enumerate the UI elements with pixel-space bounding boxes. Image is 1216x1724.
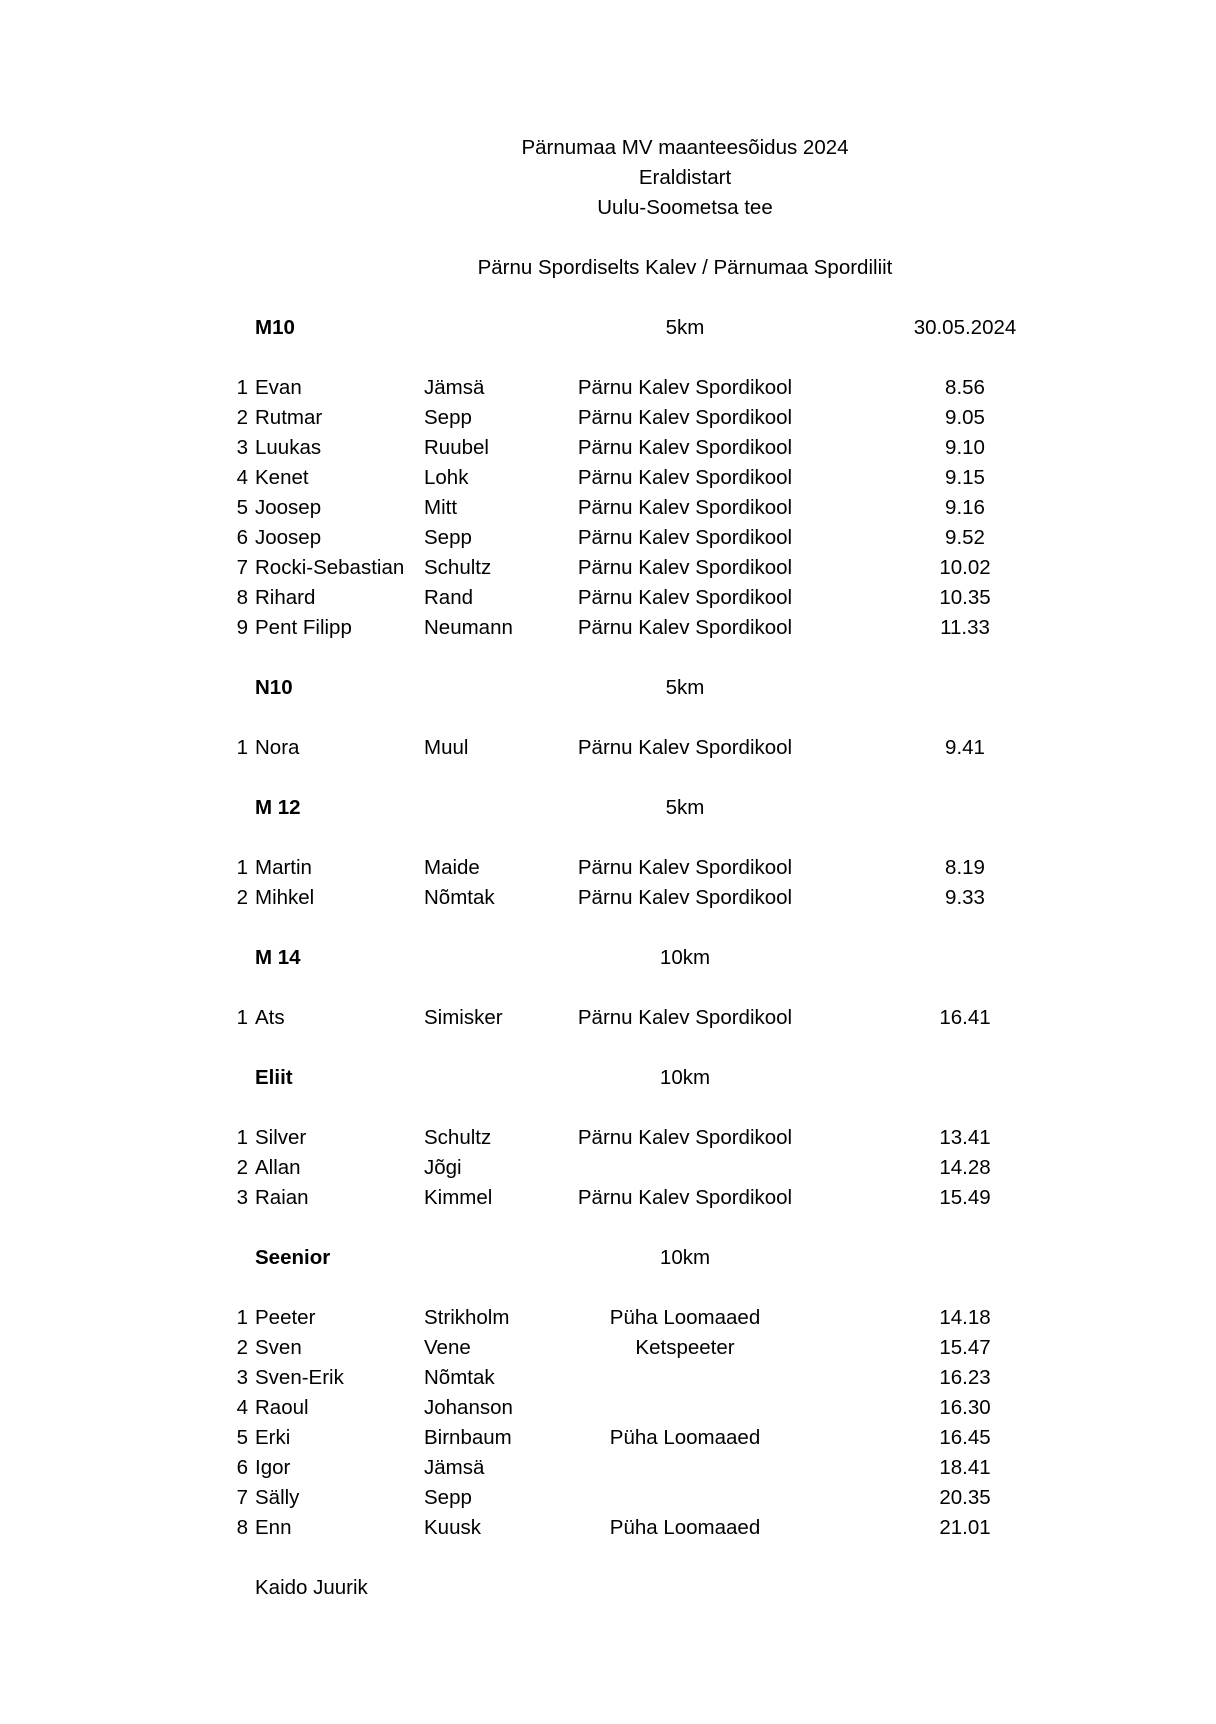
last-name: Strikholm	[424, 1306, 510, 1329]
last-name: Maide	[424, 856, 480, 879]
result-place: 2	[236, 886, 248, 909]
club-name: Püha Loomaaed	[609, 1306, 761, 1329]
category-distance: 5km	[665, 316, 705, 339]
last-name: Birnbaum	[424, 1426, 512, 1449]
result-row	[0, 1363, 1216, 1393]
category-name: N10	[255, 676, 293, 699]
first-name: Enn	[255, 1516, 292, 1539]
last-name: Nõmtak	[424, 1366, 495, 1389]
first-name: Joosep	[255, 526, 322, 549]
first-name: Allan	[255, 1156, 301, 1179]
result-time: 9.33	[945, 886, 985, 909]
first-name: Igor	[255, 1456, 291, 1479]
result-place: 1	[236, 376, 248, 399]
club-name: Püha Loomaaed	[609, 1426, 761, 1449]
first-name: Martin	[255, 856, 312, 879]
result-time: 8.19	[945, 856, 985, 879]
result-row	[0, 403, 1216, 433]
result-row	[0, 1153, 1216, 1183]
result-place: 4	[236, 466, 248, 489]
club-name: Pärnu Kalev Spordikool	[577, 1126, 793, 1149]
result-time: 10.35	[939, 586, 991, 609]
first-name: Mihkel	[255, 886, 315, 909]
result-time: 15.49	[939, 1186, 991, 1209]
result-row	[0, 853, 1216, 883]
result-time: 9.15	[945, 466, 985, 489]
first-name: Rihard	[255, 586, 316, 609]
result-time: 16.30	[939, 1396, 991, 1419]
result-place: 3	[236, 436, 248, 459]
result-row	[0, 553, 1216, 583]
result-row	[0, 1393, 1216, 1423]
last-name: Jämsä	[424, 376, 485, 399]
result-time: 9.16	[945, 496, 985, 519]
result-time: 16.41	[939, 1006, 991, 1029]
first-name: Peeter	[255, 1306, 316, 1329]
footer-signature: Kaido Juurik	[255, 1576, 368, 1599]
result-place: 6	[236, 1456, 248, 1479]
result-time: 14.18	[939, 1306, 991, 1329]
first-name: Raoul	[255, 1396, 309, 1419]
document-title: Pärnumaa MV maanteesõidus 2024	[521, 136, 849, 159]
last-name: Rand	[424, 586, 474, 609]
result-row	[0, 1483, 1216, 1513]
result-place: 7	[236, 556, 248, 579]
result-place: 2	[236, 1156, 248, 1179]
first-name: Ats	[255, 1006, 285, 1029]
result-row	[0, 1123, 1216, 1153]
last-name: Vene	[424, 1336, 471, 1359]
result-place: 6	[236, 526, 248, 549]
last-name: Mitt	[424, 496, 458, 519]
last-name: Sepp	[424, 526, 472, 549]
club-name: Pärnu Kalev Spordikool	[577, 886, 793, 909]
last-name: Schultz	[424, 556, 492, 579]
first-name: Sven-Erik	[255, 1366, 344, 1389]
result-time: 13.41	[939, 1126, 991, 1149]
document-subtitle: Eraldistart	[638, 166, 732, 189]
result-place: 2	[236, 406, 248, 429]
result-place: 3	[236, 1186, 248, 1209]
result-row	[0, 523, 1216, 553]
result-row	[0, 583, 1216, 613]
category-distance: 10km	[659, 1246, 711, 1269]
club-name: Püha Loomaaed	[609, 1516, 761, 1539]
result-row	[0, 883, 1216, 913]
first-name: Rocki-Sebastian	[255, 556, 405, 579]
category-header	[0, 673, 1216, 703]
result-place: 3	[236, 1366, 248, 1389]
category-distance: 5km	[665, 796, 705, 819]
category-header	[0, 1243, 1216, 1273]
club-name: Pärnu Kalev Spordikool	[577, 436, 793, 459]
category-header	[0, 943, 1216, 973]
result-place: 5	[236, 496, 248, 519]
club-name: Pärnu Kalev Spordikool	[577, 526, 793, 549]
result-time: 9.05	[945, 406, 985, 429]
race-date: 30.05.2024	[913, 316, 1017, 339]
first-name: Luukas	[255, 436, 322, 459]
result-row	[0, 1303, 1216, 1333]
club-name: Pärnu Kalev Spordikool	[577, 556, 793, 579]
club-name: Pärnu Kalev Spordikool	[577, 1186, 793, 1209]
club-name: Pärnu Kalev Spordikool	[577, 376, 793, 399]
first-name: Silver	[255, 1126, 307, 1149]
category-distance: 10km	[659, 1066, 711, 1089]
result-row	[0, 733, 1216, 763]
category-header	[0, 1063, 1216, 1093]
category-name: Eliit	[255, 1066, 293, 1089]
category-distance: 5km	[665, 676, 705, 699]
result-row	[0, 1453, 1216, 1483]
result-time: 20.35	[939, 1486, 991, 1509]
result-place: 4	[236, 1396, 248, 1419]
first-name: Raian	[255, 1186, 309, 1209]
result-row	[0, 1513, 1216, 1543]
result-time: 16.45	[939, 1426, 991, 1449]
club-name: Pärnu Kalev Spordikool	[577, 616, 793, 639]
result-row	[0, 463, 1216, 493]
first-name: Rutmar	[255, 406, 323, 429]
result-place: 7	[236, 1486, 248, 1509]
result-row	[0, 433, 1216, 463]
category-header	[0, 313, 1216, 343]
result-row	[0, 493, 1216, 523]
result-time: 8.56	[945, 376, 985, 399]
result-time: 21.01	[939, 1516, 991, 1539]
club-name: Pärnu Kalev Spordikool	[577, 466, 793, 489]
result-time: 11.33	[940, 616, 990, 639]
last-name: Jämsä	[424, 1456, 485, 1479]
result-place: 8	[236, 1516, 248, 1539]
last-name: Jõgi	[424, 1156, 462, 1179]
result-time: 9.10	[945, 436, 985, 459]
result-time: 18.41	[939, 1456, 991, 1479]
category-name: M 14	[255, 946, 301, 969]
result-row	[0, 1333, 1216, 1363]
club-name: Pärnu Kalev Spordikool	[577, 406, 793, 429]
category-name: M10	[255, 316, 295, 339]
result-place: 1	[236, 1006, 248, 1029]
first-name: Pent Filipp	[255, 616, 352, 639]
result-time: 9.41	[945, 736, 985, 759]
result-place: 9	[236, 616, 248, 639]
first-name: Evan	[255, 376, 302, 399]
result-place: 2	[236, 1336, 248, 1359]
result-place: 5	[236, 1426, 248, 1449]
result-time: 15.47	[939, 1336, 991, 1359]
last-name: Lohk	[424, 466, 469, 489]
last-name: Johanson	[424, 1396, 513, 1419]
club-name: Pärnu Kalev Spordikool	[577, 496, 793, 519]
category-name: Seenior	[255, 1246, 331, 1269]
result-place: 8	[236, 586, 248, 609]
result-place: 1	[236, 856, 248, 879]
result-row	[0, 1003, 1216, 1033]
result-place: 1	[236, 1126, 248, 1149]
result-place: 1	[236, 736, 248, 759]
result-time: 16.23	[939, 1366, 991, 1389]
result-time: 10.02	[939, 556, 991, 579]
last-name: Nõmtak	[424, 886, 495, 909]
first-name: Sven	[255, 1336, 302, 1359]
result-time: 9.52	[945, 526, 985, 549]
category-name: M 12	[255, 796, 301, 819]
category-header	[0, 793, 1216, 823]
first-name: Joosep	[255, 496, 322, 519]
last-name: Sepp	[424, 406, 472, 429]
first-name: Sälly	[255, 1486, 300, 1509]
last-name: Neumann	[424, 616, 513, 639]
organizers: Pärnu Spordiselts Kalev / Pärnumaa Spordiliit	[477, 256, 893, 279]
last-name: Kuusk	[424, 1516, 481, 1539]
race-location: Uulu-Soometsa tee	[597, 196, 773, 219]
last-name: Muul	[424, 736, 469, 759]
club-name: Pärnu Kalev Spordikool	[577, 736, 793, 759]
first-name: Erki	[255, 1426, 291, 1449]
last-name: Ruubel	[424, 436, 489, 459]
first-name: Nora	[255, 736, 300, 759]
result-row	[0, 1423, 1216, 1453]
club-name: Pärnu Kalev Spordikool	[577, 1006, 793, 1029]
first-name: Kenet	[255, 466, 309, 489]
result-row	[0, 1183, 1216, 1213]
result-place: 1	[236, 1306, 248, 1329]
last-name: Schultz	[424, 1126, 492, 1149]
last-name: Simisker	[424, 1006, 503, 1029]
result-row	[0, 373, 1216, 403]
club-name: Pärnu Kalev Spordikool	[577, 856, 793, 879]
result-time: 14.28	[939, 1156, 991, 1179]
last-name: Kimmel	[424, 1186, 493, 1209]
result-row	[0, 613, 1216, 643]
club-name: Pärnu Kalev Spordikool	[577, 586, 793, 609]
category-distance: 10km	[659, 946, 711, 969]
club-name: Ketspeeter	[635, 1336, 735, 1359]
last-name: Sepp	[424, 1486, 472, 1509]
